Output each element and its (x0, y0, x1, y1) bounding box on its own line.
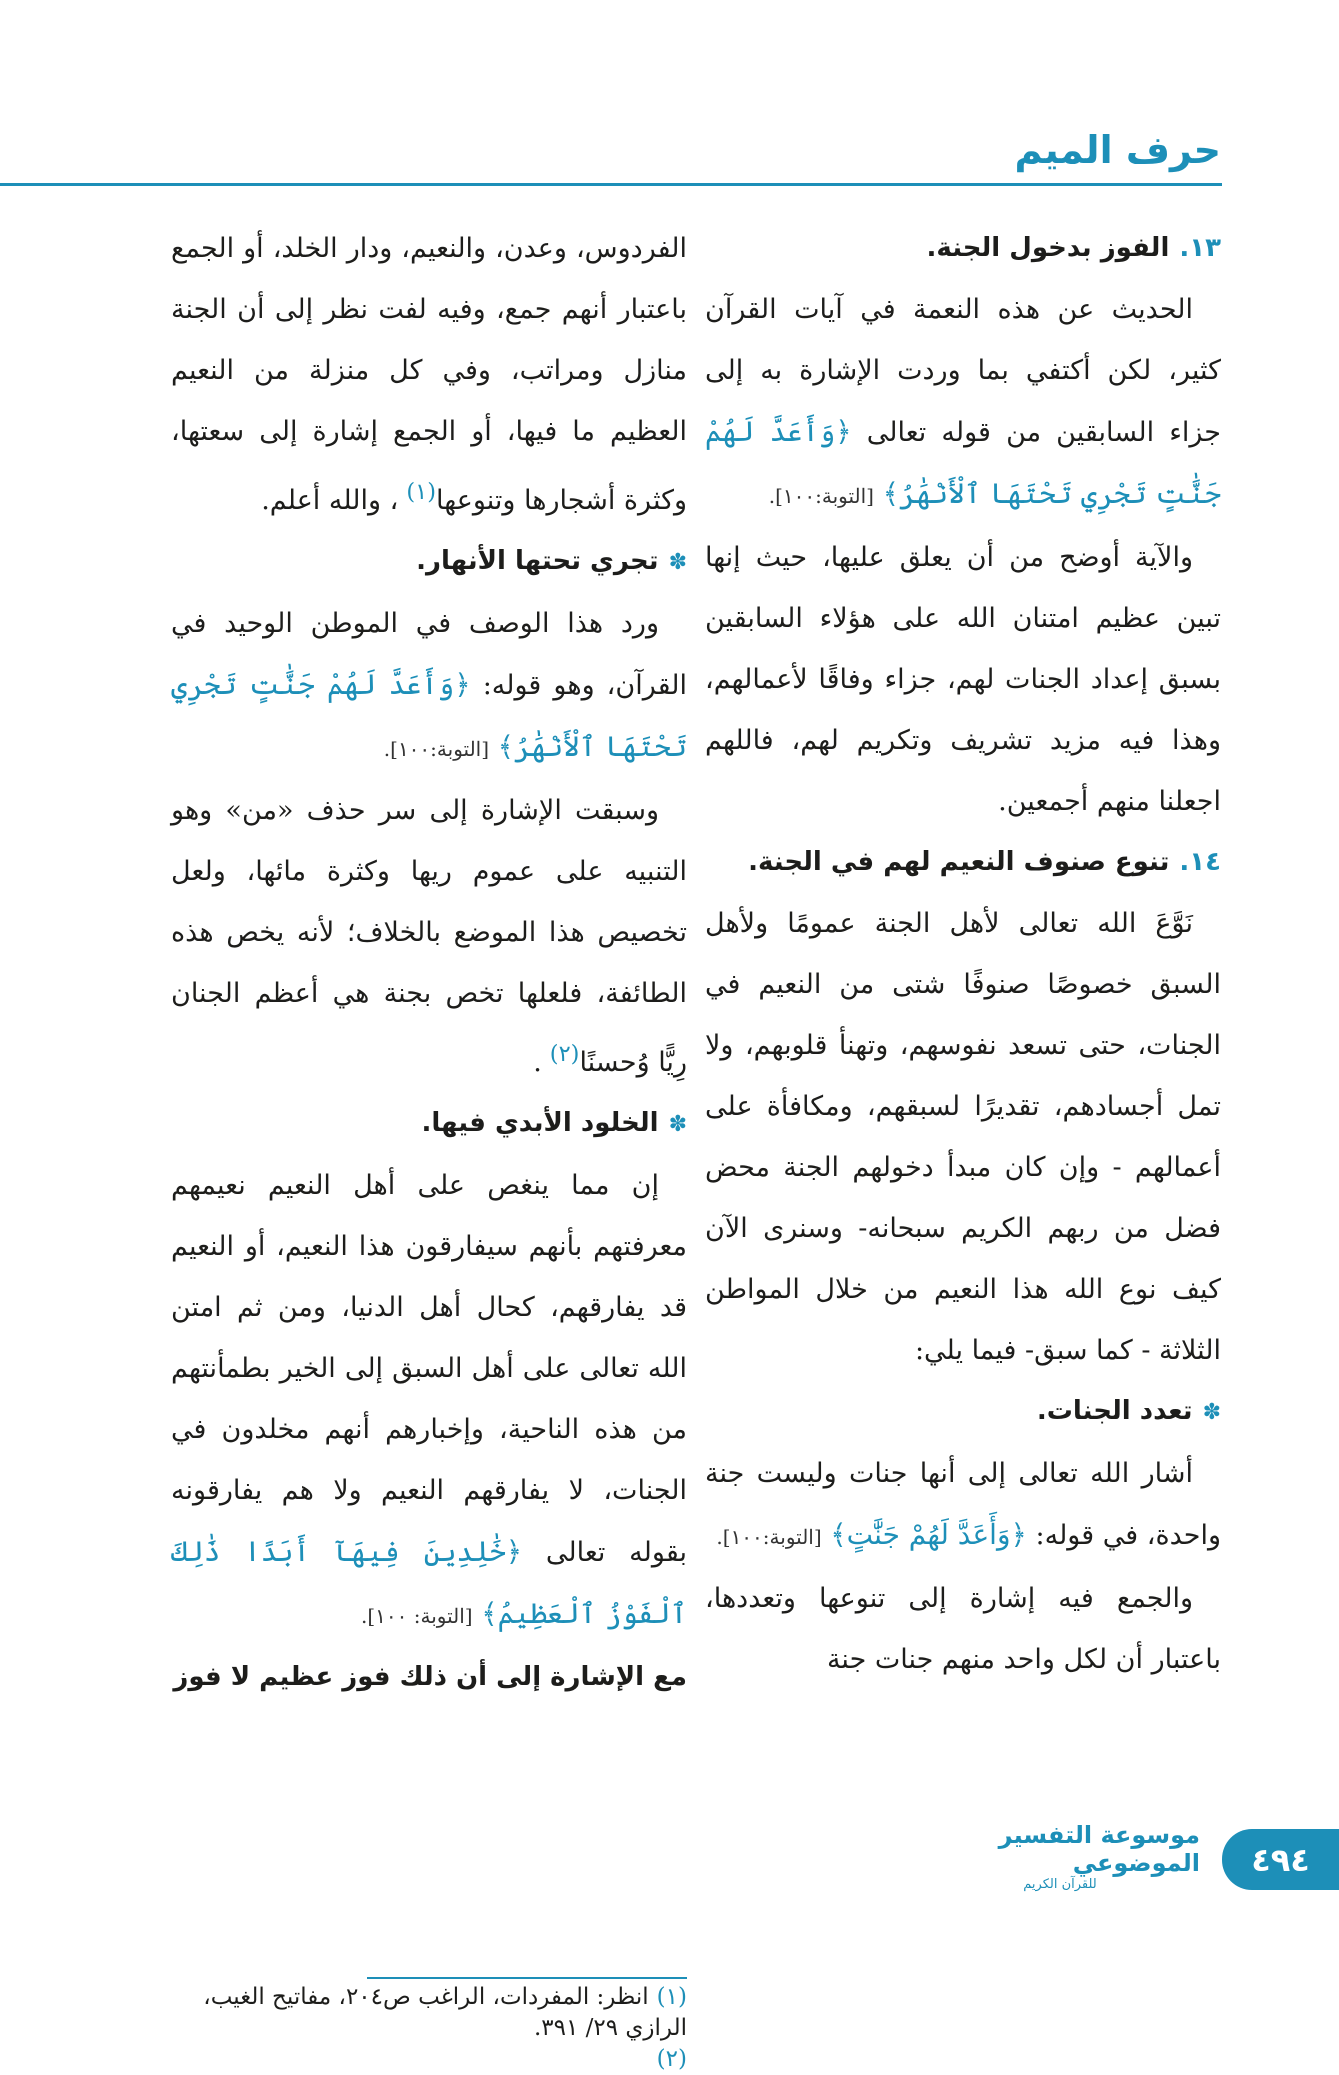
paragraph: والآية أوضح من أن يعلق عليها، حيث إنها تبين عظيم امتنان الله على هؤلاء السابقين بسبق إعداد الجنات لهم، جزاء وفاقًا لأعمالهم، وهذا فيه مزيد تشريف وتكريم لهم، فاللهم اجعلنا منهم أجمعين. (705, 542, 1221, 817)
subheading-title: تعدد الجنات. (1036, 1396, 1193, 1426)
section-13-title: الفوز بدخول الجنة. (926, 233, 1170, 263)
paragraph: مع الإشارة إلى أن ذلك فوز عظيم لا فوز (173, 1662, 687, 1692)
subheading-title: الخلود الأبدي فيها. (421, 1108, 659, 1138)
quran-verse: ﴿وَأَعَدَّ لَهُمْ جَنَّٰتٍ تَجْرِي تَحْتَهَا ٱلْأَنْهَٰرُ﴾ (705, 415, 1221, 510)
verse-reference: [التوبة:١٠٠]. (768, 484, 874, 508)
paragraph (171, 780, 687, 1093)
subheading (705, 1381, 1221, 1443)
section-14-number: ١٤. (1179, 847, 1221, 877)
quran-verse: ﴿وَأَعَدَّ لَهُمْ جَنَّٰتٍ﴾ (830, 1518, 1027, 1551)
paragraph (705, 1443, 1221, 1568)
paragraph-text: الحديث عن هذه النعمة في آيات القرآن كثير، لكن أكتفي بما وردت الإشارة به إلى جزاء السابقين من قوله تعالى (705, 294, 1221, 448)
footnote-1-mark: (١) (656, 1984, 687, 2010)
footnote-2 (171, 2044, 687, 2075)
footnote-1-text: انظر: المفردات، الراغب ص٢٠٤، مفاتيح الغيب، الرازي ٢٩/ ٣٩١. (203, 1984, 687, 2041)
subheading (171, 531, 687, 593)
paragraph: نَوَّعَ الله تعالى لأهل الجنة عمومًا ولأهل السبق خصوصًا صنوفًا شتى من النعيم في الجنات، حتى تسعد نفوسهم، وتهنأ قلوبهم، ولا تمل أجسادهم، تقديرًا لسبقهم، ومكافأة على أعمالهم - وإن كان مبدأ دخولهم الجنة محض فضل من ربهم الكريم سبحانه- وسنرى الآن كيف نوع الله هذا النعيم من خلال المواطن الثلاثة - كما سبق- فيما يلي: (705, 908, 1221, 1366)
subheading (171, 1093, 687, 1155)
header-divider (0, 183, 1222, 186)
quran-verse: ﴿خَٰلِدِينَ فِيهَآ أَبَدًا ذَٰلِكَ ٱلْفَوْزُ ٱلْعَظِيمُ﴾ (171, 1535, 687, 1630)
paragraph: والجمع فيه إشارة إلى تنوعها وتعددها، باعتبار أن لكل واحد منهم جنات جنة (705, 1583, 1221, 1675)
quran-verse: ﴿وَأَعَدَّ لَهُمْ جَنَّٰتٍ تَجْرِي تَحْتَهَا ٱلْأَنْهَٰرُ﴾ (171, 668, 687, 763)
paragraph-text: إن مما ينغص على أهل النعيم نعيمهم معرفتهم بأنهم سيفارقون هذا النعيم، أو النعيم قد يفارقهم، كحال أهل الدنيا، ومن ثم امتن الله تعالى على أهل السبق إلى الخير بطمأنتهم من هذه الناحية، وإخبارهم أنهم مخلدون في الجنات، لا يفارقهم النعيم ولا هم يفارقونه بقوله تعالى (171, 1170, 688, 1568)
footnote-2-mark: (٢) (656, 2046, 687, 2072)
section-14-title: تنوع صنوف النعيم لهم في الجنة. (748, 847, 1170, 877)
page-header-title: حرف الميم (1014, 128, 1221, 172)
paragraph-text: . (533, 1047, 542, 1078)
flower-bullet-icon: ✽ (668, 550, 687, 575)
flower-bullet-icon: ✽ (668, 1112, 687, 1137)
flower-bullet-icon: ✽ (1202, 1400, 1221, 1425)
verse-reference: [التوبة:١٠٠]. (383, 737, 490, 761)
verse-reference: [التوبة:١٠٠]. (716, 1525, 822, 1549)
paragraph (705, 279, 1221, 527)
footnote-ref-1[interactable]: (١) (406, 479, 437, 505)
logo-sub-text: للقرآن الكريم (1023, 1876, 1097, 1892)
section-13-heading (705, 218, 1221, 279)
verse-reference: [التوبة: ١٠٠]. (361, 1604, 473, 1628)
section-13-number: ١٣. (1179, 233, 1221, 263)
paragraph-text: أشار الله تعالى إلى أنها جنات وليست جنة واحدة، في قوله: (705, 1458, 1221, 1551)
subheading-title: تجري تحتها الأنهار. (416, 546, 659, 576)
paragraph-text: الفردوس، وعدن، والنعيم، ودار الخلد، أو الجمع باعتبار أنهم جمع، وفيه لفت نظر إلى أن الجنة منازل ومراتب، وفي كل منزلة من النعيم العظيم ما فيها، أو الجمع إشارة إلى سعتها، وكثرة أشجارها وتنوعها (171, 233, 687, 516)
footnote-ref-2[interactable]: (٢) (549, 1041, 580, 1067)
paragraph (171, 218, 687, 531)
page-number-badge: ٤٩٤ (1222, 1829, 1339, 1890)
footnote-1 (171, 1982, 687, 2044)
left-column (171, 218, 687, 1708)
paragraph (171, 1155, 687, 1647)
footnotes (171, 1982, 687, 2075)
paragraph-text: ، والله أعلم. (261, 485, 399, 516)
footnote-divider (367, 1977, 687, 1979)
encyclopedia-logo (920, 1820, 1200, 1892)
right-column (705, 218, 1221, 1690)
section-14-heading (705, 832, 1221, 893)
logo-main-text: موسوعة التفسير الموضوعي (998, 1820, 1200, 1877)
paragraph-text: وسبقت الإشارة إلى سر حذف «من» وهو التنبيه على عموم ريها وكثرة مائها، ولعل تخصيص هذا الموضع بالخلاف؛ لأنه يخص هذه الطائفة، فلعلها تخص بجنة هي أعظم الجنان رِيًّا وُحسنًا (171, 795, 687, 1078)
paragraph (171, 593, 687, 780)
paragraph-text: ورد هذا الوصف في الموطن الوحيد في القرآن، وهو قوله: (171, 608, 688, 701)
